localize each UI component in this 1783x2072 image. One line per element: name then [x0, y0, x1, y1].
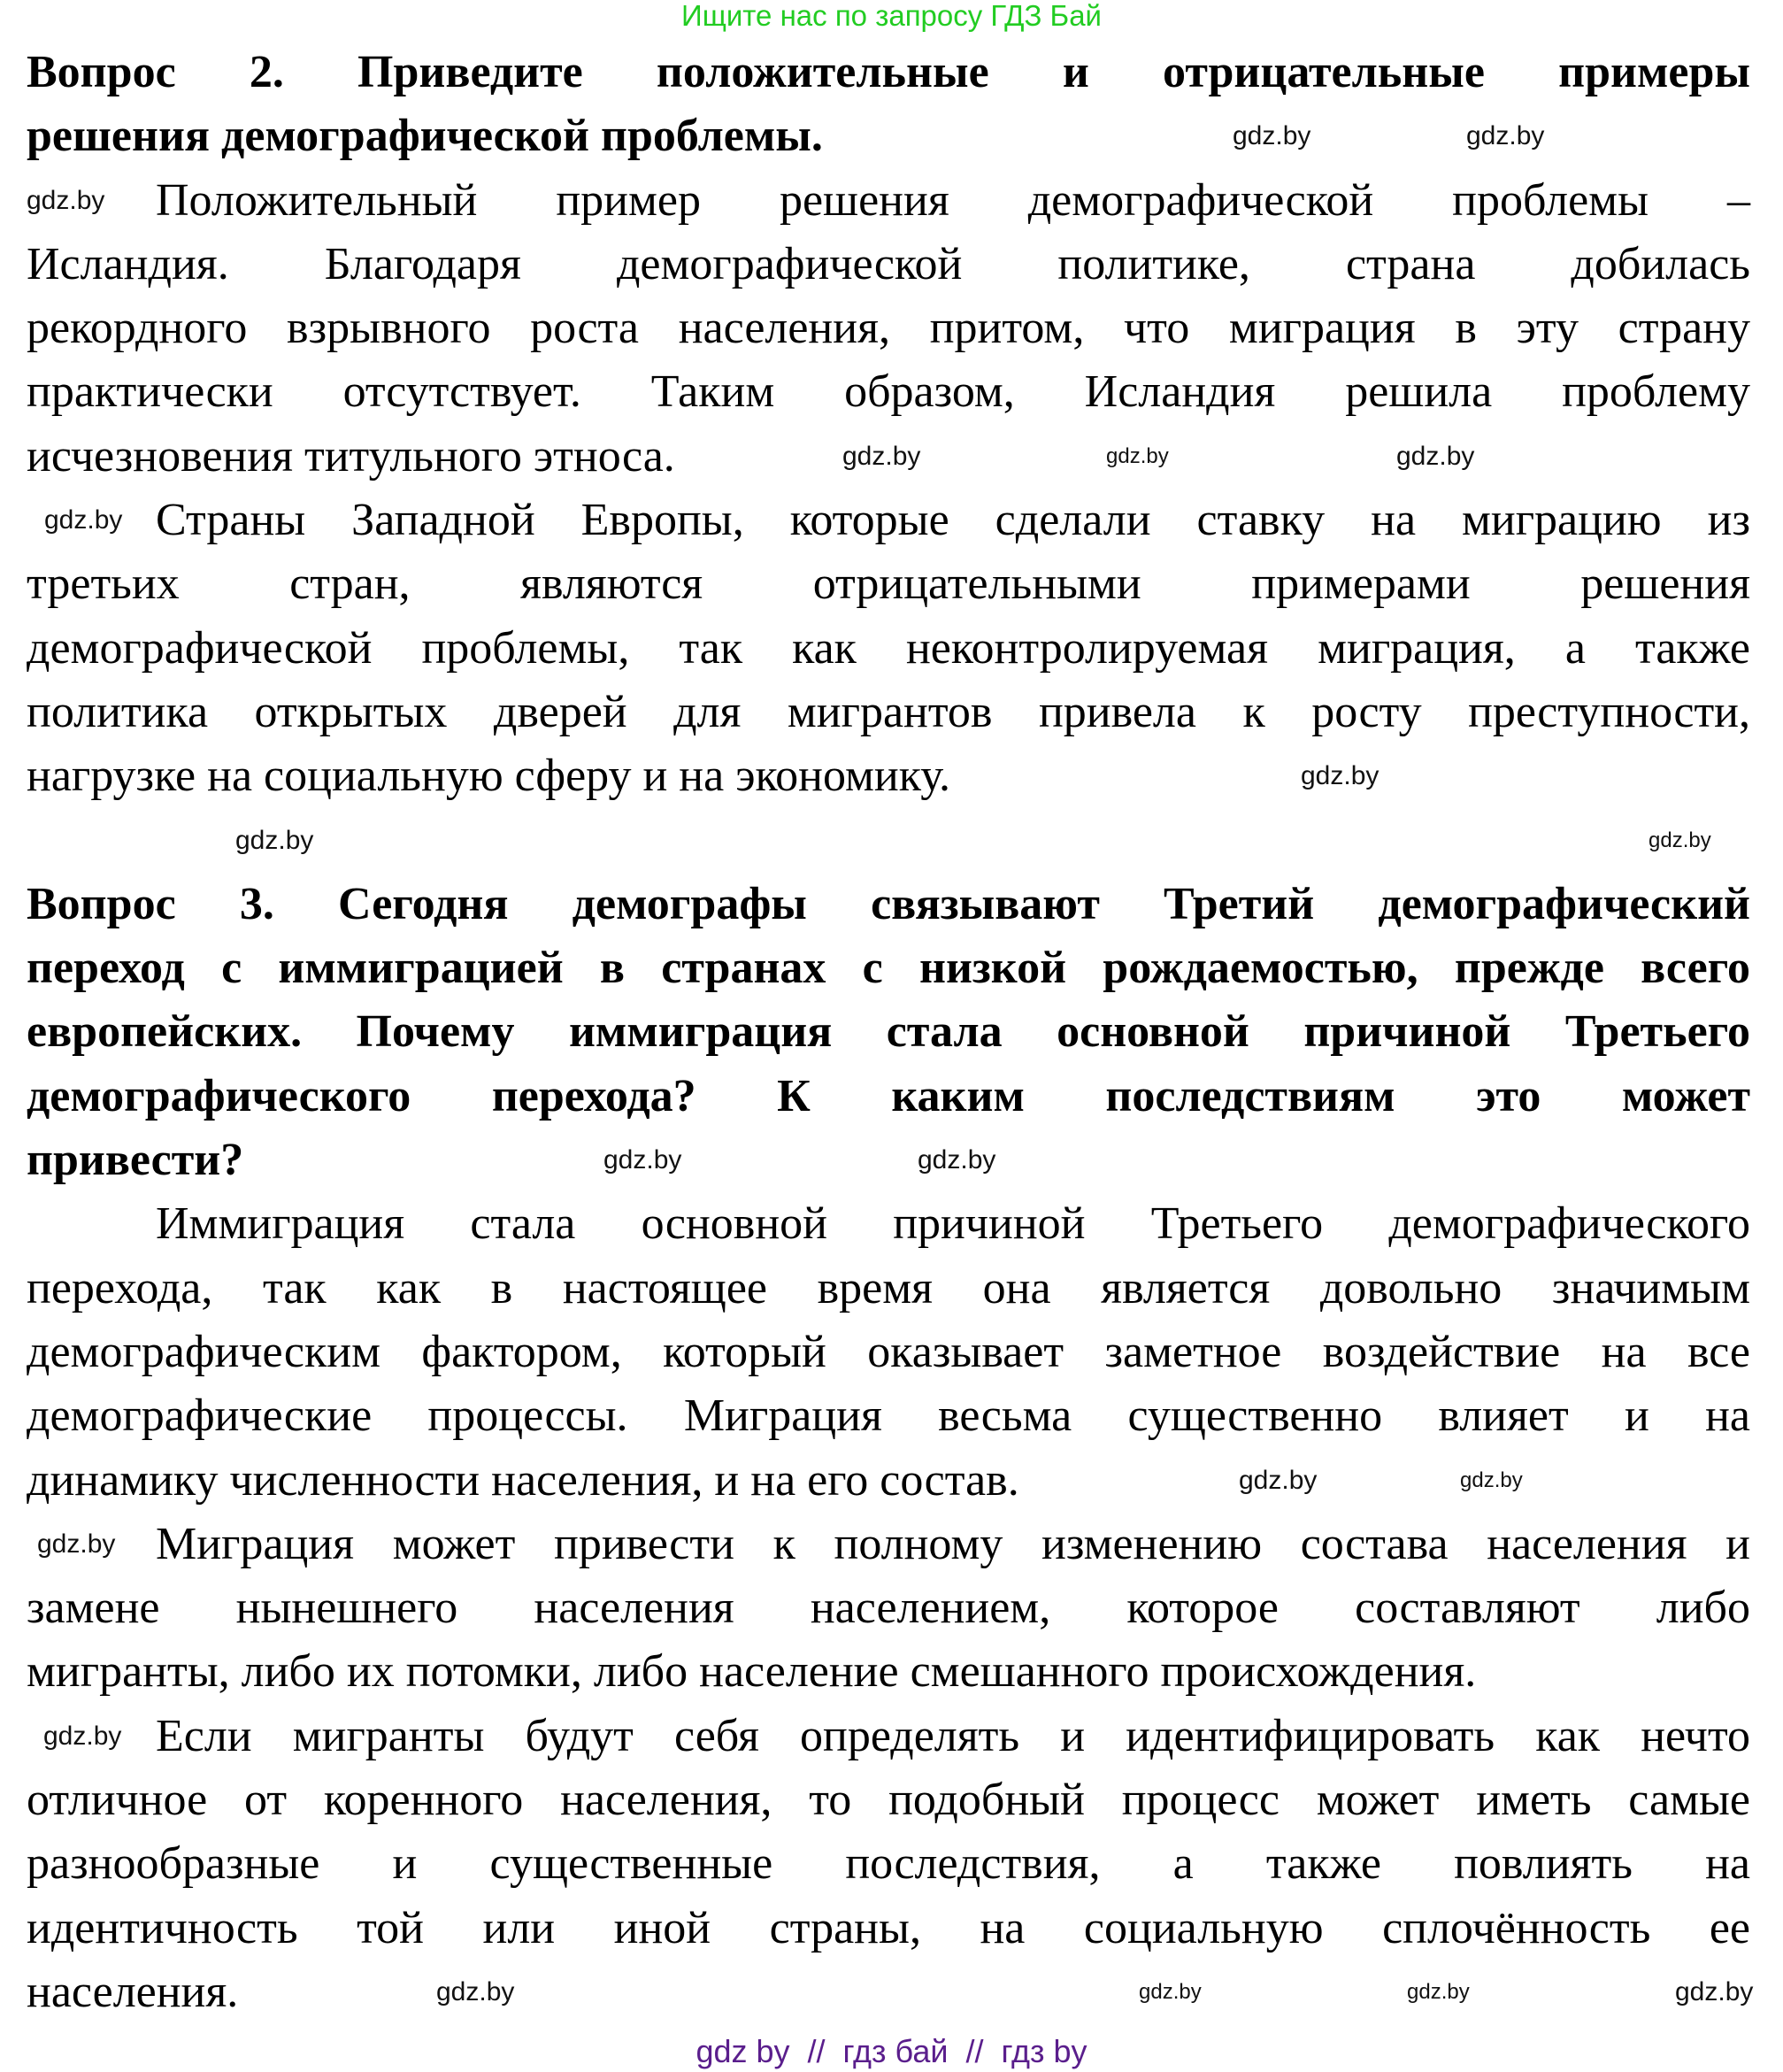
text-line: идентичность той или иной страны, на социальную сплочённость ее	[27, 1902, 1750, 1953]
watermark: gdz.by	[1301, 761, 1380, 791]
text-line: привести?	[27, 1135, 244, 1186]
text-line: демографические процессы. Миграция весьма существенно влияет и на	[27, 1390, 1750, 1442]
watermark: gdz.by	[436, 1977, 515, 2007]
watermark: gdz.by	[1407, 1980, 1470, 2004]
text-line: Исландия. Благодаря демографической политике, страна добилась	[27, 238, 1750, 289]
text-line: Вопрос 3. Сегодня демографы связывают Третий демографический	[27, 878, 1750, 929]
text-line: демографическим фактором, который оказывает заметное воздействие на все	[27, 1326, 1750, 1377]
watermark: gdz.by	[1466, 121, 1545, 151]
question-heading	[27, 873, 1750, 1192]
text-line: населения.	[27, 1966, 239, 2017]
watermark: gdz.by	[1106, 443, 1169, 468]
text-line: Страны Западной Европы, которые сделали ставку на миграцию из	[156, 495, 1750, 546]
text-line: третьих стран, являются отрицательными примерами решения	[27, 558, 1750, 610]
text-line: Вопрос 2. Приведите положительные и отрицательные примеры	[27, 47, 1750, 97]
watermark: gdz.by	[37, 1529, 116, 1559]
answer-paragraph	[27, 1513, 1750, 1705]
text-line: динамику численности населения, и на его состав.	[27, 1454, 1019, 1506]
text-line: разнообразные и существенные последствия, а также повлиять на	[27, 1838, 1750, 1890]
text-line: нагрузке на социальную сферу и на экономику.	[27, 751, 951, 802]
text-line: мигранты, либо их потомки, либо население смешанного происхождения.	[27, 1646, 1477, 1698]
watermark: gdz.by	[235, 825, 314, 855]
watermark: gdz.by	[918, 1145, 996, 1175]
search-hint-banner: Ищите нас по запросу ГДЗ Бай	[681, 0, 1102, 32]
watermark: gdz.by	[1649, 828, 1711, 852]
text-line: европейских. Почему иммиграция стала основной причиной Третьего	[27, 1006, 1750, 1058]
text-line: Положительный пример решения демографической проблемы –	[156, 174, 1750, 226]
watermark: gdz.by	[1239, 1465, 1318, 1495]
text-line: решения демографической проблемы.	[27, 111, 823, 162]
text-line: перехода, так как в настоящее время она является довольно значимым	[27, 1262, 1750, 1313]
text-line: отличное от коренного населения, то подобный процесс может иметь самые	[27, 1775, 1750, 1826]
text-line: переход с иммиграцией в странах с низкой рождаемостью, прежде всего	[27, 943, 1750, 994]
answer-paragraph	[27, 1705, 1750, 2024]
answer-paragraph	[27, 1192, 1750, 1512]
watermark: gdz.by	[842, 441, 921, 471]
answer-paragraph	[27, 489, 1750, 808]
text-line: замене нынешнего населения населением, которое составляют либо	[27, 1583, 1750, 1634]
watermark: gdz.by	[1675, 1977, 1754, 2007]
watermark: gdz.by	[1396, 441, 1475, 471]
document-body	[27, 41, 1750, 2024]
text-line: Иммиграция стала основной причиной Третьего демографического	[156, 1198, 1750, 1250]
text-line: практически отсутствует. Таким образом, Исландия решила проблему	[27, 366, 1750, 418]
watermark: gdz.by	[27, 185, 105, 215]
watermark: gdz.by	[43, 1721, 122, 1751]
watermark: gdz.by	[603, 1145, 682, 1175]
text-line: Миграция может привести к полному изменению состава населения и	[156, 1518, 1750, 1569]
text-line: демографической проблемы, так как неконтролируемая миграция, а также	[27, 622, 1750, 674]
text-line: рекордного взрывного роста населения, притом, что миграция в эту страну	[27, 303, 1750, 354]
watermark: gdz.by	[1460, 1467, 1523, 1492]
text-line: исчезновения титульного этноса.	[27, 430, 675, 481]
text-line: Если мигранты будут себя определять и идентифицировать как нечто	[156, 1710, 1750, 1761]
watermark: gdz.by	[44, 505, 123, 535]
footer-links[interactable]: gdz by // гдз бай // гдз by	[696, 2033, 1087, 2069]
text-line: политика открытых дверей для мигрантов привела к росту преступности,	[27, 686, 1750, 737]
watermark: gdz.by	[1233, 121, 1311, 151]
watermark: gdz.by	[1139, 1980, 1202, 2004]
text-line: демографического перехода? К каким последствиям это может	[27, 1070, 1750, 1121]
